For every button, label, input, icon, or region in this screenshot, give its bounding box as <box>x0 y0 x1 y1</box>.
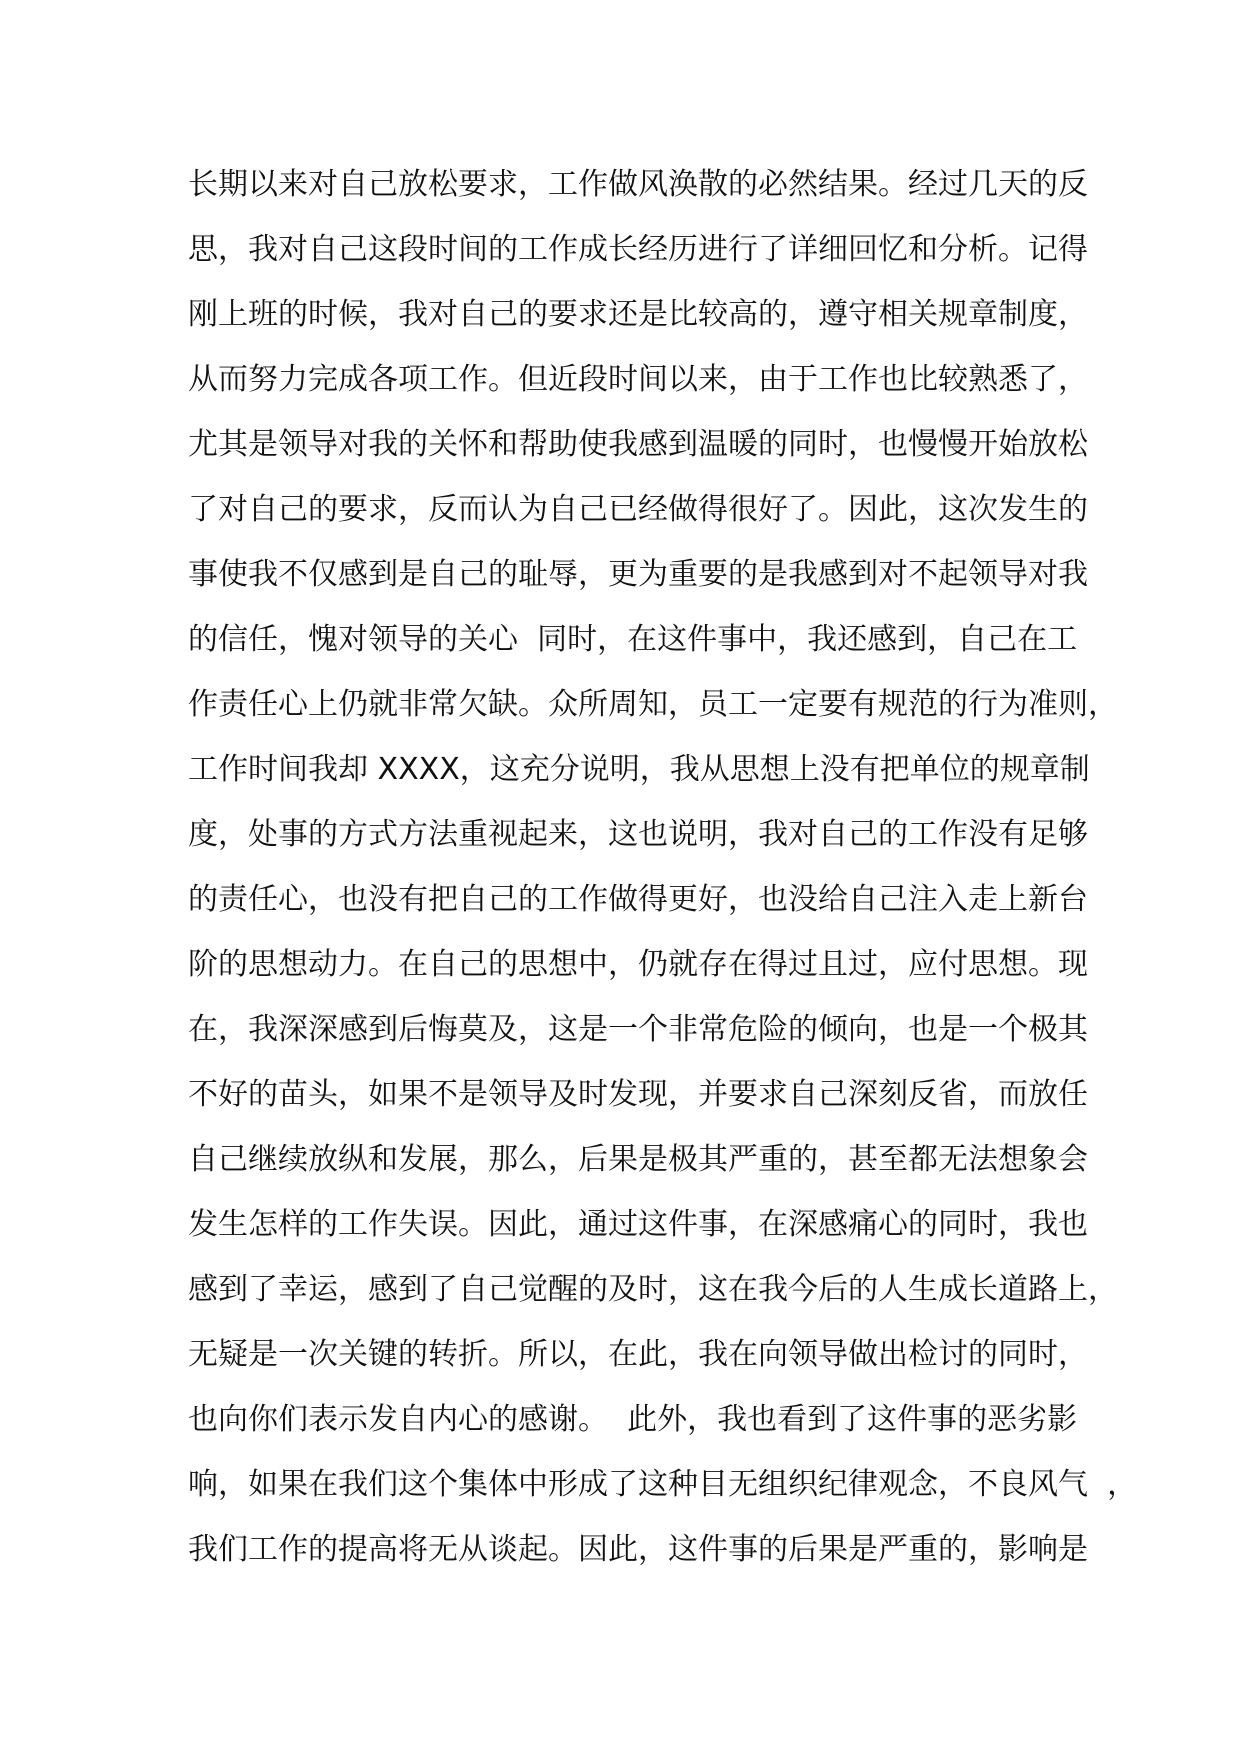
text-line: 作责任心上仍就非常欠缺。众所周知，员工一定要有规范的行为准则， <box>188 687 1118 722</box>
text-line: 思，我对自己这段时间的工作成长经历进行了详细回忆和分析。记得 <box>188 232 1088 267</box>
text-line: 发生怎样的工作失误。因此，通过这件事，在深感痛心的同时，我也 <box>188 1207 1088 1242</box>
text-line: 的信任，愧对领导的关心 同时，在这件事中，我还感到，自己在工 <box>188 622 1078 657</box>
text-line: 响，如果在我们这个集体中形成了这种目无组织纪律观念，不良风气 ， <box>188 1467 1138 1502</box>
text-line: 事使我不仅感到是自己的耻辱，更为重要的是我感到对不起领导对我 <box>188 557 1088 592</box>
body-text <box>188 165 1138 1595</box>
text-line: 自己继续放纵和发展，那么，后果是极其严重的，甚至都无法想象会 <box>188 1142 1088 1177</box>
text-line: 的责任心，也没有把自己的工作做得更好，也没给自己注入走上新台 <box>188 882 1088 917</box>
text-line: 从而努力完成各项工作。但近段时间以来，由于工作也比较熟悉了， <box>188 362 1088 397</box>
text-line: 长期以来对自己放松要求，工作做风涣散的必然结果。经过几天的反 <box>188 167 1088 202</box>
text-line: 尤其是领导对我的关怀和帮助使我感到温暖的同时，也慢慢开始放松 <box>188 427 1088 462</box>
text-line: 无疑是一次关键的转折。所以，在此，我在向领导做出检讨的同时， <box>188 1337 1088 1372</box>
text-line: 也向你们表示发自内心的感谢。 此外，我也看到了这件事的恶劣影 <box>188 1402 1078 1437</box>
text-line: 阶的思想动力。在自己的思想中，仍就存在得过且过，应付思想。现 <box>188 947 1088 982</box>
text-line: 在，我深深感到后悔莫及，这是一个非常危险的倾向，也是一个极其 <box>188 1012 1088 1047</box>
text-line: 工作时间我却 XXXX，这充分说明，我从思想上没有把单位的规章制 <box>188 752 1090 787</box>
text-line: 了对自己的要求，反而认为自己已经做得很好了。因此，这次发生的 <box>188 492 1088 527</box>
text-line: 度，处事的方式方法重视起来，这也说明，我对自己的工作没有足够 <box>188 817 1088 852</box>
text-line: 不好的苗头，如果不是领导及时发现，并要求自己深刻反省，而放任 <box>188 1077 1088 1112</box>
text-line: 刚上班的时候，我对自己的要求还是比较高的，遵守相关规章制度， <box>188 297 1088 332</box>
text-line: 我们工作的提高将无从谈起。因此，这件事的后果是严重的，影响是 <box>188 1532 1088 1567</box>
text-line: 感到了幸运，感到了自己觉醒的及时，这在我今后的人生成长道路上， <box>188 1272 1118 1307</box>
